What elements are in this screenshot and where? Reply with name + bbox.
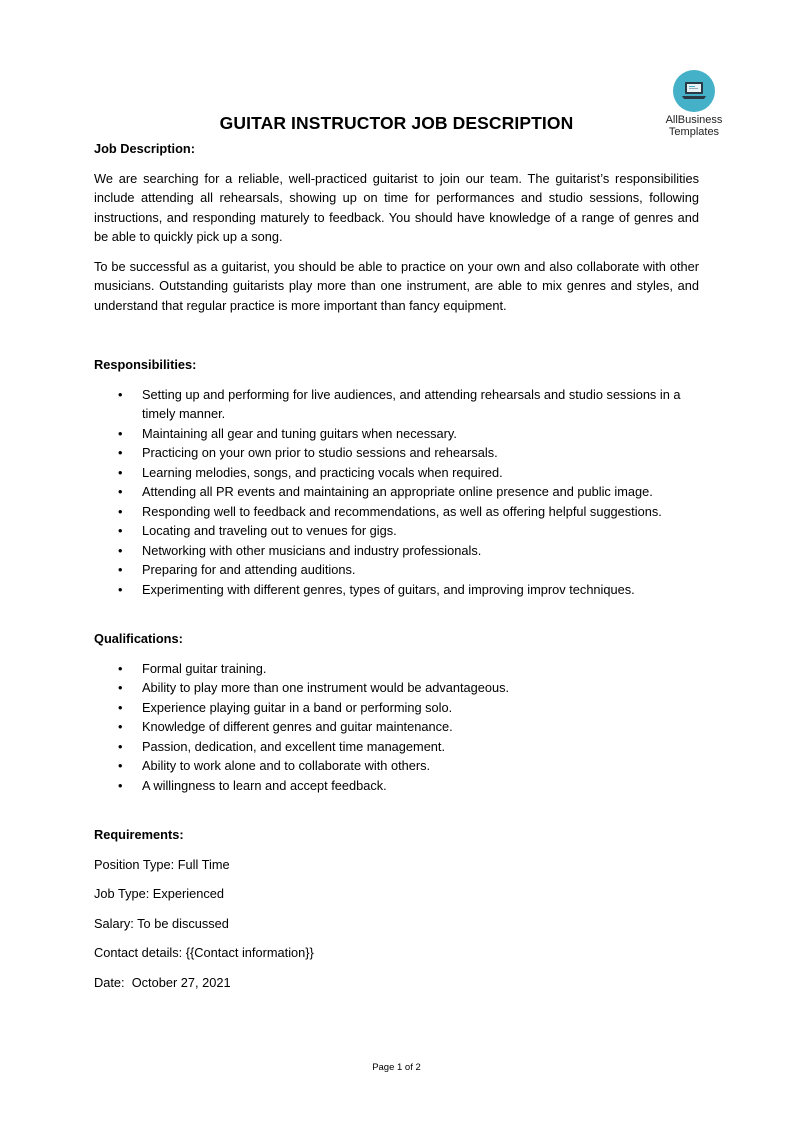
- list-item: • Learning melodies, songs, and practicing vocals when required.: [94, 463, 699, 483]
- list-item: • Networking with other musicians and industry professionals.: [94, 541, 699, 561]
- contact-details: Contact details: {{Contact information}}: [94, 945, 314, 960]
- list-item: • Formal guitar training.: [94, 659, 699, 679]
- logo-text-line2: Templates: [668, 126, 720, 138]
- responsibilities-heading: Responsibilities:: [94, 357, 197, 372]
- qualifications-heading: Qualifications:: [94, 631, 183, 646]
- list-item: • Experience playing guitar in a band or performing solo.: [94, 698, 699, 718]
- responsibilities-list: [94, 385, 699, 600]
- bullet-icon: •: [118, 503, 123, 519]
- bullet-icon: •: [118, 542, 123, 558]
- job-description-paragraph-1: We are searching for a reliable, well-practiced guitarist to join our team. The guitarist’s responsibilities include attending all rehearsals, showing up on time for performances and studio sessions, following instructions, and responding maturely to feedback. You should have knowledge of a range of genres and be able to quickly pick up a song.: [94, 170, 699, 244]
- bullet-icon: •: [118, 464, 123, 480]
- job-type: Job Type: Experienced: [94, 886, 224, 901]
- bullet-icon: •: [118, 738, 123, 754]
- bullet-icon: •: [118, 425, 123, 441]
- page-number: Page 1 of 2: [372, 1062, 421, 1073]
- bullet-icon: •: [118, 758, 123, 773]
- list-item: • Attending all PR events and maintaining an appropriate online presence and public image.: [94, 482, 699, 502]
- list-item: • Passion, dedication, and excellent time management.: [94, 737, 699, 757]
- requirements-heading: Requirements:: [94, 827, 184, 842]
- list-item: • Experimenting with different genres, types of guitars, and improving improv techniques.: [94, 580, 699, 600]
- list-item: • Maintaining all gear and tuning guitars when necessary.: [94, 424, 699, 444]
- bullet-icon: •: [118, 562, 123, 577]
- list-item: • A willingness to learn and accept feedback.: [94, 776, 699, 796]
- list-item: • Responding well to feedback and recommendations, as well as offering helpful suggestions.: [94, 502, 699, 522]
- list-item: • Ability to play more than one instrument would be advantageous.: [94, 678, 699, 698]
- bullet-icon: •: [118, 445, 123, 460]
- bullet-icon: •: [118, 386, 123, 402]
- list-item: • Knowledge of different genres and guitar maintenance.: [94, 717, 699, 737]
- bullet-icon: •: [118, 523, 123, 538]
- document-title: GUITAR INSTRUCTOR JOB DESCRIPTION: [219, 113, 574, 133]
- job-description-heading: Job Description:: [94, 141, 195, 156]
- qualifications-list: [94, 659, 699, 796]
- list-item: • Practicing on your own prior to studio sessions and rehearsals.: [94, 443, 699, 463]
- list-item: • Setting up and performing for live audiences, and attending rehearsals and studio sessions in a timely manner.: [118, 386, 681, 421]
- position-type: Position Type: Full Time: [94, 856, 230, 872]
- document-body: [94, 139, 699, 992]
- logo-text-line1: AllBusiness: [665, 114, 723, 126]
- bullet-icon: •: [118, 581, 123, 597]
- date: Date: October 27, 2021: [94, 974, 231, 990]
- job-description-paragraph-2: To be successful as a guitarist, you should be able to practice on your own and also collaborate with other musicians. Outstanding guitarists play more than one instrument, are able to mix genres and styles, and understand that regular practice is more important than fancy equipment.: [94, 258, 699, 313]
- bullet-icon: •: [118, 660, 123, 676]
- list-item: • Preparing for and attending auditions.: [94, 560, 699, 580]
- list-item: • Locating and traveling out to venues for gigs.: [94, 521, 699, 541]
- bullet-icon: •: [118, 680, 123, 695]
- bullet-icon: •: [118, 719, 123, 734]
- salary: Salary: To be discussed: [94, 915, 229, 931]
- bullet-icon: •: [118, 699, 123, 715]
- bullet-icon: •: [118, 777, 123, 793]
- list-item: • Ability to work alone and to collaborate with others.: [94, 756, 699, 776]
- laptop-icon: [673, 70, 715, 112]
- bullet-icon: •: [118, 484, 123, 499]
